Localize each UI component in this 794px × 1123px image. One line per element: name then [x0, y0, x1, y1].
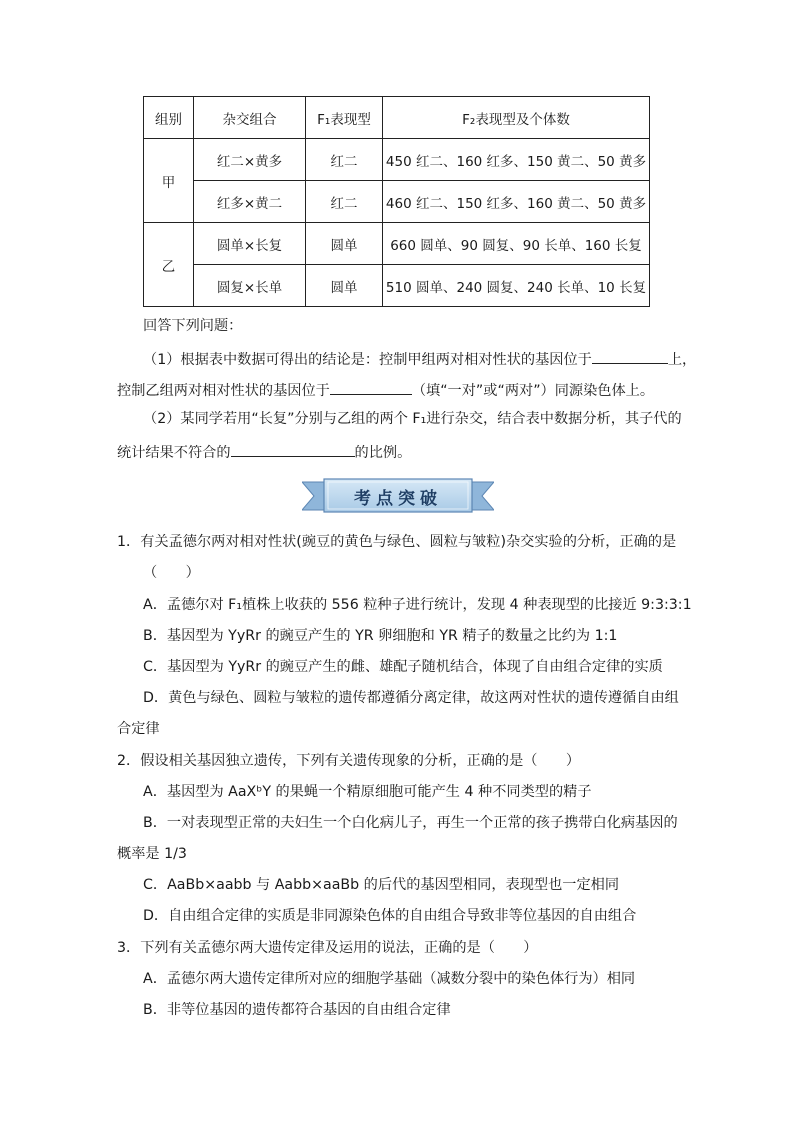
table-header-row: [144, 97, 650, 139]
q2-text-c: 的比例。: [354, 445, 412, 461]
f2-cell: 510 圆单、240 圆复、240 长单、10 长复: [383, 265, 650, 307]
header-f1: F₁表现型: [306, 97, 383, 139]
question-1-stem: 1．有关孟德尔两对相对性状(豌豆的黄色与绿色、圆粒与皱粒)杂交实验的分析，正确的是: [117, 534, 677, 550]
option-1d-cont: 合定律: [117, 721, 160, 737]
answer-blank-1[interactable]: [592, 347, 668, 364]
intro-text: 回答下列问题：: [143, 318, 243, 334]
option-1c: C．基因型为 YyRr 的豌豆产生的雌、雄配子随机结合，体现了自由组合定律的实质: [143, 659, 663, 675]
table-row: [144, 223, 650, 265]
cross-cell: 圆复×长单: [194, 265, 306, 307]
question-2-line-2: [117, 440, 700, 463]
question-2-stem: 2．假设相关基因独立遗传，下列有关遗传现象的分析，正确的是（ ）: [117, 753, 581, 769]
option-2c: C．AaBb×aabb 与 Aabb×aaBb 的后代的基因型相同，表现型也一定相同: [143, 877, 620, 893]
option-1a: A．孟德尔对 F₁植株上收获的 556 粒种子进行统计，发现 4 种表现型的比接近 9:3:3:1: [143, 597, 692, 613]
answer-blank-3[interactable]: [231, 440, 355, 457]
banner-title: 考点突破: [354, 488, 442, 509]
f1-cell: 红二: [306, 139, 383, 181]
section-banner: [302, 478, 494, 514]
table-row: [144, 139, 650, 181]
q2-text-b: 统计结果不符合的: [117, 445, 231, 461]
q1-text-a: （1）根据表中数据可得出的结论是：控制甲组两对相对性状的基因位于: [143, 352, 592, 368]
question-1-line-1: [143, 347, 700, 370]
option-2b: B．一对表现型正常的夫妇生一个白化病儿子，再生一个正常的孩子携带白化病基因的: [143, 815, 678, 831]
cross-cell: 红多×黄二: [194, 181, 306, 223]
question-1-paren: （ ）: [143, 565, 200, 581]
option-3b: B．非等位基因的遗传都符合基因的自由组合定律: [143, 1002, 451, 1018]
option-1b: B．基因型为 YyRr 的豌豆产生的 YR 卵细胞和 YR 精子的数量之比约为 1:1: [143, 628, 618, 644]
f2-cell: 450 红二、160 红多、150 黄二、50 黄多: [383, 139, 650, 181]
f1-cell: 圆单: [306, 223, 383, 265]
q1-text-c: 控制乙组两对相对性状的基因位于: [117, 383, 330, 399]
header-cross: 杂交组合: [194, 97, 306, 139]
question-1-line-2: [117, 378, 700, 401]
table-row: [144, 265, 650, 307]
question-2-line-1: （2）某同学若用“长复”分别与乙组的两个 F₁进行杂交，结合表中数据分析，其子代的: [143, 411, 682, 427]
group-cell: 甲: [144, 139, 194, 223]
header-group: 组别: [144, 97, 194, 139]
f1-cell: 红二: [306, 181, 383, 223]
question-3-stem: 3．下列有关孟德尔两大遗传定律及运用的说法，正确的是（ ）: [117, 940, 538, 956]
option-3a: A．孟德尔两大遗传定律所对应的细胞学基础（减数分裂中的染色体行为）相同: [143, 971, 636, 987]
table-row: [144, 181, 650, 223]
option-1d: D．黄色与绿色、圆粒与皱粒的遗传都遵循分离定律，故这两对性状的遗传遵循自由组: [143, 690, 679, 706]
group-cell: 乙: [144, 223, 194, 307]
header-f2: F₂表现型及个体数: [383, 97, 650, 139]
answer-blank-2[interactable]: [330, 378, 412, 395]
cross-results-table: [143, 96, 650, 307]
f2-cell: 660 圆单、90 圆复、90 长单、160 长复: [383, 223, 650, 265]
f1-cell: 圆单: [306, 265, 383, 307]
option-2b-cont: 概率是 1/3: [117, 846, 187, 862]
option-2d: D．自由组合定律的实质是非同源染色体的自由组合导致非等位基因的自由组合: [143, 908, 637, 924]
option-2a: A．基因型为 AaXᵇY 的果蝇一个精原细胞可能产生 4 种不同类型的精子: [143, 784, 592, 800]
f2-cell: 460 红二、150 红多、160 黄二、50 黄多: [383, 181, 650, 223]
q1-text-b: 上，: [667, 352, 697, 368]
cross-cell: 红二×黄多: [194, 139, 306, 181]
q1-text-d: （填“一对”或“两对”）同源染色体上。: [411, 383, 655, 399]
cross-cell: 圆单×长复: [194, 223, 306, 265]
